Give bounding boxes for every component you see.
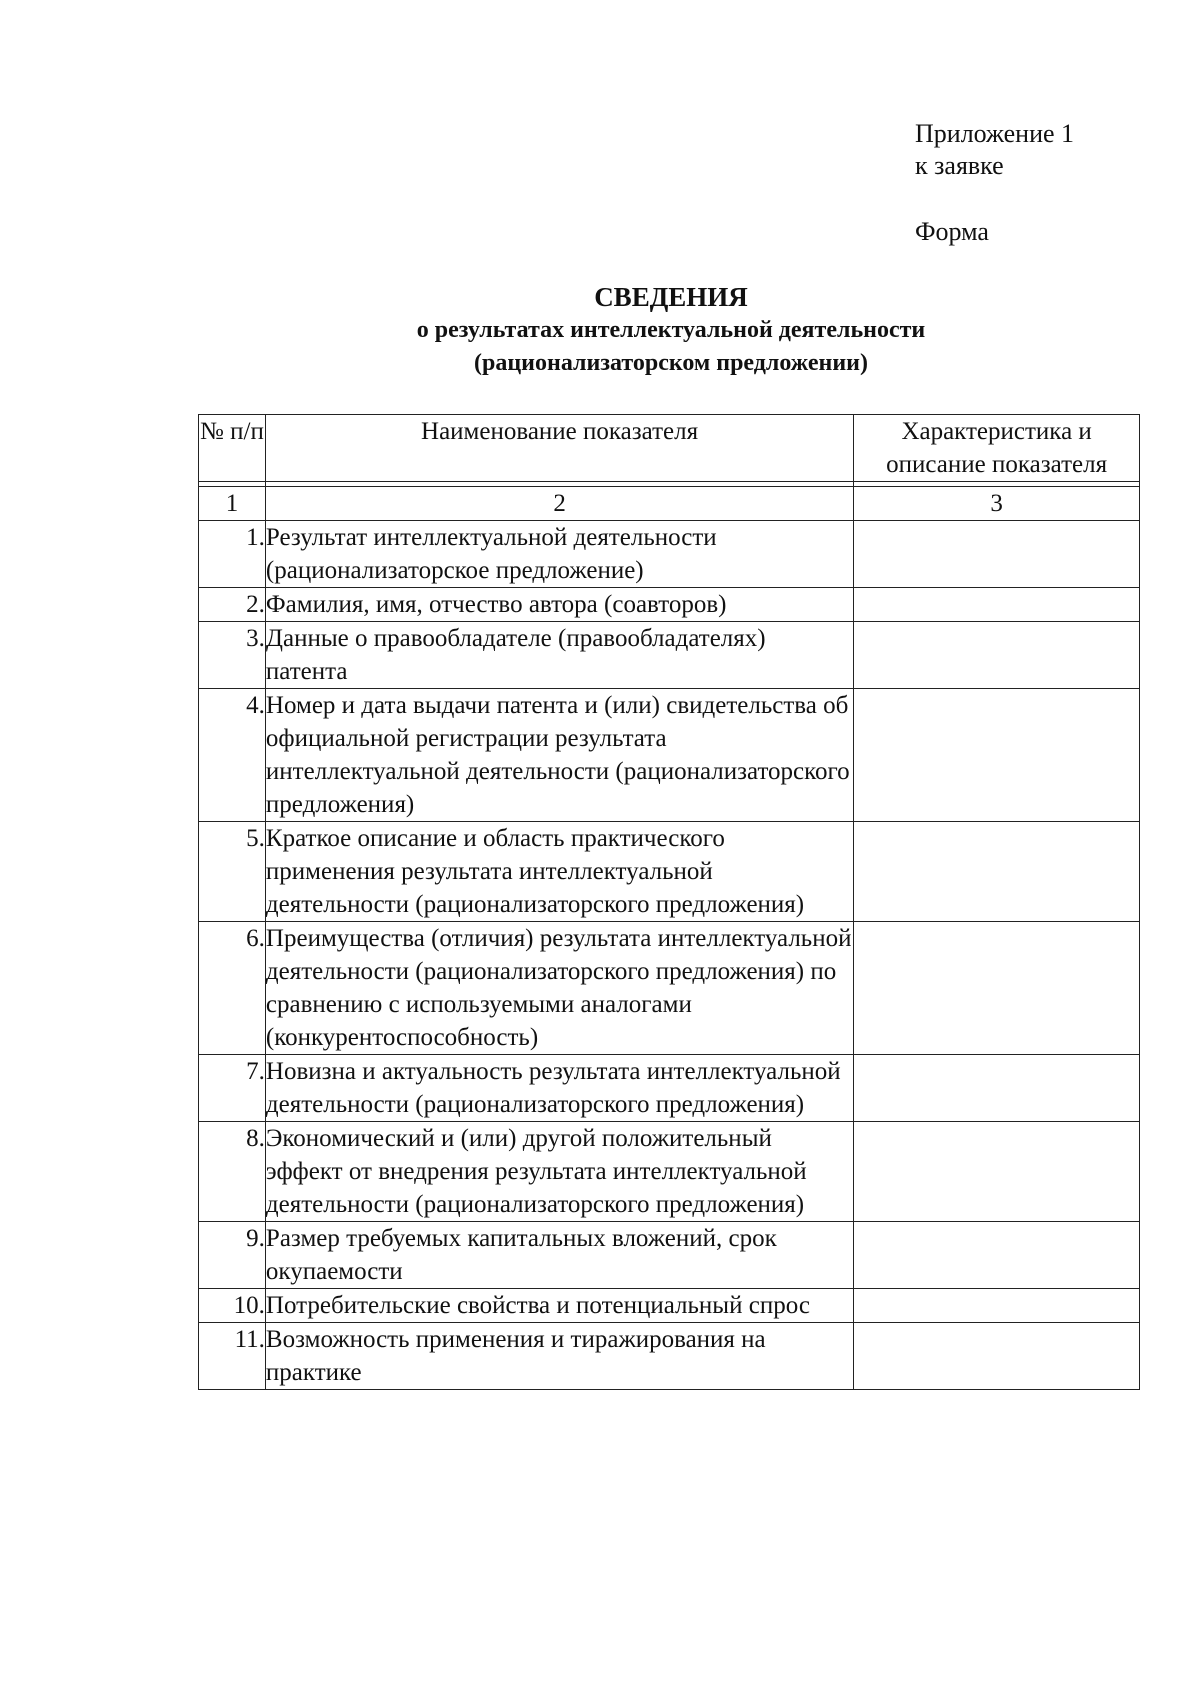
- table-row: [199, 1122, 1140, 1222]
- form-label: Форма: [915, 217, 989, 246]
- table-row: [199, 1323, 1140, 1390]
- table-row: [199, 1222, 1140, 1289]
- column-index-row: [199, 487, 1140, 521]
- row-indicator-name: Возможность применения и тиражирования на практике: [265, 1323, 853, 1390]
- row-number: 6.: [199, 922, 266, 1055]
- table-row: [199, 521, 1140, 588]
- column-index-2: 2: [265, 487, 853, 521]
- row-number: 11.: [199, 1323, 266, 1390]
- row-indicator-name: Фамилия, имя, отчество автора (соавторов): [265, 588, 853, 622]
- row-number: 4.: [199, 689, 266, 822]
- row-number: 7.: [199, 1055, 266, 1122]
- header-num: № п/п: [199, 415, 266, 482]
- row-indicator-name: Размер требуемых капитальных вложений, срок окупаемости: [265, 1222, 853, 1289]
- row-description-cell[interactable]: [854, 588, 1140, 622]
- annex-line-2: к заявке: [915, 151, 1004, 180]
- info-table: [198, 414, 1140, 1390]
- row-indicator-name: Новизна и актуальность результата интеллектуальной деятельности (рационализаторского предложения): [265, 1055, 853, 1122]
- table-row: [199, 822, 1140, 922]
- row-description-cell[interactable]: [854, 1222, 1140, 1289]
- header-name: Наименование показателя: [265, 415, 853, 482]
- header-description: Характеристика и описание показателя: [854, 415, 1140, 482]
- column-index-3: 3: [854, 487, 1140, 521]
- row-number: 3.: [199, 622, 266, 689]
- row-description-cell[interactable]: [854, 822, 1140, 922]
- row-indicator-name: Потребительские свойства и потенциальный спрос: [265, 1289, 853, 1323]
- row-number: 9.: [199, 1222, 266, 1289]
- table-row: [199, 1055, 1140, 1122]
- title-line-2: о результатах интеллектуальной деятельности: [416, 317, 926, 343]
- document-title: [0, 280, 1200, 380]
- row-number: 10.: [199, 1289, 266, 1323]
- table-row: [199, 922, 1140, 1055]
- row-indicator-name: Номер и дата выдачи патента и (или) свидетельства об официальной регистрации результата интеллектуальной деятельности (рационализаторского предложения): [265, 689, 853, 822]
- title-main: СВЕДЕНИЯ: [594, 282, 748, 312]
- row-indicator-name: Экономический и (или) другой положительный эффект от внедрения результата интеллектуальной деятельности (рационализаторского предложения): [265, 1122, 853, 1222]
- row-number: 2.: [199, 588, 266, 622]
- table-header-row: [199, 415, 1140, 482]
- row-number: 8.: [199, 1122, 266, 1222]
- row-description-cell[interactable]: [854, 1323, 1140, 1390]
- column-index-1: 1: [199, 487, 266, 521]
- row-description-cell[interactable]: [854, 1289, 1140, 1323]
- row-description-cell[interactable]: [854, 622, 1140, 689]
- table-row: [199, 622, 1140, 689]
- table-row: [199, 689, 1140, 822]
- row-description-cell[interactable]: [854, 689, 1140, 822]
- title-line-3: (рационализаторском предложении): [474, 350, 868, 376]
- table-row: [199, 1289, 1140, 1323]
- table-row: [199, 588, 1140, 622]
- annex-label: [915, 118, 1074, 182]
- row-indicator-name: Данные о правообладателе (правообладателях) патента: [265, 622, 853, 689]
- row-indicator-name: Результат интеллектуальной деятельности (рационализаторское предложение): [265, 521, 853, 588]
- row-description-cell[interactable]: [854, 521, 1140, 588]
- row-number: 1.: [199, 521, 266, 588]
- row-indicator-name: Краткое описание и область практического применения результата интеллектуальной деятельности (рационализаторского предложения): [265, 822, 853, 922]
- row-description-cell[interactable]: [854, 1055, 1140, 1122]
- row-description-cell[interactable]: [854, 1122, 1140, 1222]
- row-indicator-name: Преимущества (отличия) результата интеллектуальной деятельности (рационализаторского предложения) по сравнению с используемыми аналогами (конкурентоспособность): [265, 922, 853, 1055]
- row-description-cell[interactable]: [854, 922, 1140, 1055]
- row-number: 5.: [199, 822, 266, 922]
- annex-line-1: Приложение 1: [915, 119, 1075, 148]
